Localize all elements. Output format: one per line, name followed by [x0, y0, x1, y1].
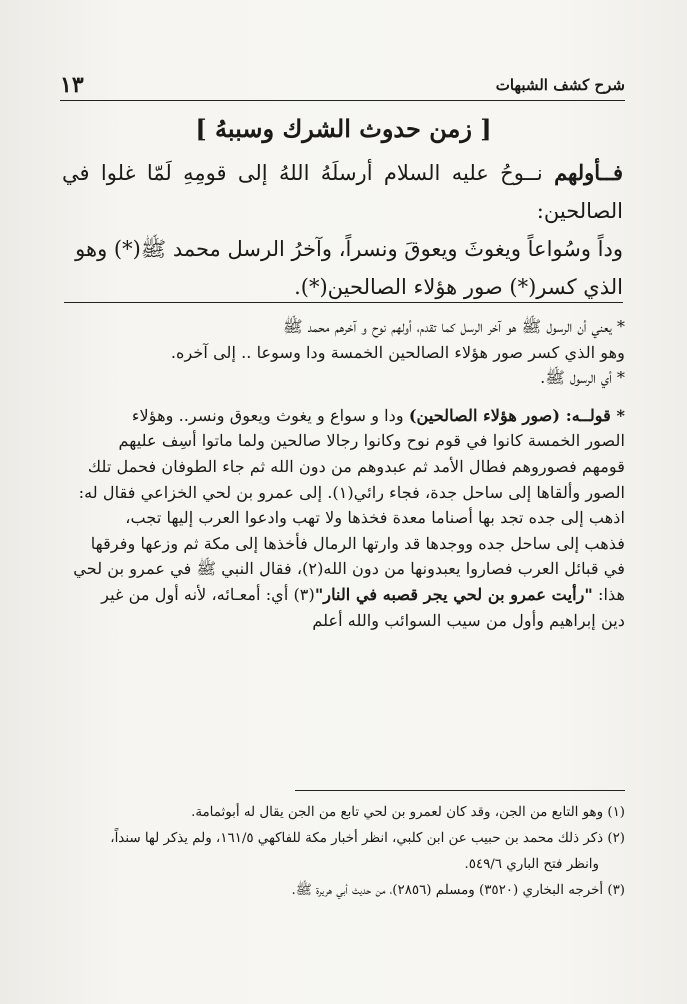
- footnote-2-continued: وانظر فتح الباري ٥٤٩/٦.: [464, 857, 599, 872]
- footnote-separator: [295, 790, 625, 791]
- footnote-2: (٢) ذكر ذلك محمد بن حبيب عن ابن كلبي، انظر أخبار مكة للفاكهي ١٦١/٥، ولم يذكر لها سنداً،: [110, 831, 625, 846]
- commentary-p2: * أي الرسول ﷺ.: [540, 368, 625, 388]
- commentary-p3-text: ودا و سواع و يغوث ويعوق ونسر.. وهؤلاء: [131, 405, 404, 425]
- commentary-p3-line-6: فذهب إلى ساحل جده ووجدها قد وارتها الرمال فأخذها إلى مكة ثم وزعها وفرقها: [90, 533, 625, 553]
- spacer: [60, 391, 625, 403]
- main-line-2: وداً وسُواعاً ويغوثَ ويعوقَ ونسراً، وآخرُ الرسل محمد ﷺ(*) وهو: [75, 237, 623, 261]
- commentary-quote-heading: * قولــه: (صور هؤلاء الصالحين): [408, 405, 625, 425]
- commentary-p3-pre: هذا:: [598, 584, 625, 604]
- main-line-1-lead: فــأولهم: [554, 160, 623, 185]
- commentary-p3-line-3: قومهم فصوروهم فطال الأمد ثم عبدوهم من دون الله ثم جاء الطوفان فحمل تلك: [87, 456, 625, 476]
- footnote-1: (١) وهو التابع من الجن، وقد كان لعمرو بن لحي تابع من الجن يقال له أبوثمامة.: [191, 805, 625, 820]
- commentary-p3-line-9: دين إبراهيم وأول من سيب السوائب والله أعلم: [312, 610, 625, 630]
- section-title: [ زمن حدوث الشرك وسببهُ ]: [195, 114, 492, 143]
- commentary-p3-line-2: الصور الخمسة كانوا في قوم نوح وكانوا رجالا صالحين ولما ماتوا أسِف عليهم: [118, 431, 625, 451]
- main-text: [62, 154, 623, 306]
- commentary-p3-line-8: [60, 582, 625, 608]
- commentary-p3-post: (٣) أي: أمعـائه، لأنه أول من غير: [101, 584, 315, 604]
- commentary-p1b: وهو الذي كسر صور هؤلاء الصالحين الخمسة ودا وسوعا .. إلى آخره.: [170, 342, 625, 362]
- page-number: ١٣: [60, 72, 84, 98]
- main-separator: [64, 302, 623, 303]
- commentary-p3-line-1: [60, 403, 625, 429]
- page-header: [60, 70, 625, 101]
- footnotes: [62, 800, 625, 904]
- commentary-p1: * يعني أن الرسول ﷺ هو آخر الرسل كما تقدم، أولهم نوح و آخرهم محمد ﷺ: [282, 317, 625, 336]
- main-line-1: [62, 154, 623, 230]
- book-title: شرح كشف الشبهات: [495, 76, 625, 94]
- commentary: [60, 314, 625, 633]
- commentary-p3-line-4: الصور وألقاها إلى ساحل جدة، فجاء رائي(١). إلى عمرو بن لحي الخزاعي فقال له:: [78, 482, 625, 502]
- main-line-1-text: نــوحُ عليه السلام أرسلَهُ اللهُ إلى قومِهِ لَمّا غلوا في الصالحين:: [62, 161, 623, 223]
- main-line-3: الذي كسر(*) صور هؤلاء الصالحين(*).: [294, 275, 623, 299]
- commentary-p3-line-7: في قبائل العرب فصاروا يعبدونها من دون الله(٢)، فقال النبي ﷺ في عمرو بن لحي: [73, 559, 625, 579]
- footnote-3: (٣) أخرجه البخاري (٣٥٢٠) ومسلم (٢٨٥٦)، من حديث أبي هريرة ﷺ.: [291, 883, 625, 898]
- commentary-hadith-quote: "رأيت عمرو بن لحي يجر قصبه في النار": [314, 584, 593, 604]
- commentary-p3-line-5: اذهب إلى جده تجد بها أصناما معدة فخذها ولا تهب وادعوا العرب إليها تجب،: [125, 508, 625, 528]
